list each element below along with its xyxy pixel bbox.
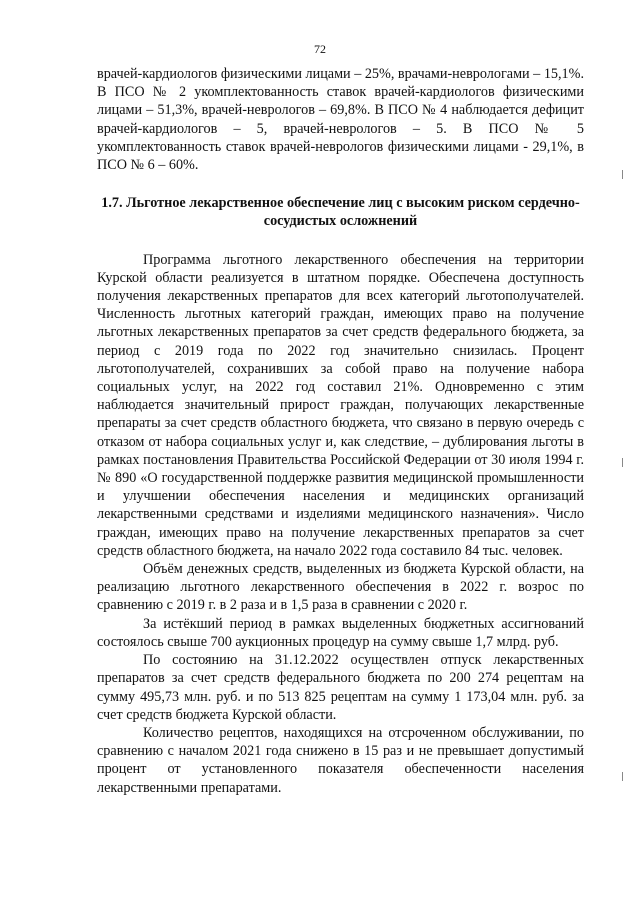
body-paragraph-1: Программа льготного лекарственного обеспечения на территории Курской области реализуется в штатном порядке. Обеспечена доступность получения лекарственных препаратов для всех категорий льготополучателей. Численность льготных категорий граждан, имеющих право на получение льготных лекарственных препаратов за счет средств федерального бюджета, за период с 2019 года по 2022 год значительно снизилась. Процент льготополучателей, сохранивших за собой право на получение набора социальных услуг, на 2022 год составил 21%. Одновременно с этим наблюдается значительный прирост граждан, получающих лекарственные препараты за счет средств областного бюджета, что связано в первую очередь с отказом от набора социальных услуг и, как следствие, – дублирования льготы в рамках постановления Правительства Российской Федерации от 30 июля 1994 г. № 890 «О государственной поддержке развития медицинской промышленности и улучшении обеспечения населения и медицинских организаций лекарственными средствами и изделиями медицинского назначения». Число граждан, имеющих право на получение лекарственных препаратов за счет средств областного бюджета, на начало 2022 года составило 84 тыс. человек. [97, 251, 584, 559]
scan-edge-mark [622, 458, 623, 467]
page-number: 72 [314, 42, 326, 56]
body-paragraph-2: Объём денежных средств, выделенных из бюджета Курской области, на реализацию льготного лекарственного обеспечения в 2022 г. возрос по сравнению с 2019 г. в 2 раза и в 1,5 раза в сравнении с 2020 г. [97, 561, 584, 614]
intro-paragraph: врачей-кардиологов физическими лицами – 25%, врачами-неврологами – 15,1%. В ПСО № 2 укомплектованность ставок врачей-кардиологов физическими лицами – 51,3%, врачей-неврологов – 69,8%. В ПСО № 4 наблюдается дефицит врачей-кардиологов – 5, врачей-неврологов – 5. В ПСО № 5 укомплектованность ставок врачей-неврологов физическими лицами - 29,1%, в ПСО № 6 – 60%. [97, 66, 585, 174]
scan-edge-mark [622, 170, 623, 179]
body-paragraph-3: За истёкший период в рамках выделенных бюджетных ассигнований состоялось свыше 700 аукционных процедур на сумму свыше 1,7 млрд. руб. [97, 615, 584, 650]
document-body [97, 65, 584, 797]
body-paragraph-4: По состоянию на 31.12.2022 осуществлен отпуск лекарственных препаратов за счет средств федерального бюджета по 200 274 рецептам на сумму 495,73 млн. руб. и по 513 825 рецептам на сумму 1 173,04 млн. руб. за счет средств бюджета Курской области. [97, 652, 584, 723]
body-paragraph-5: Количество рецептов, находящихся на отсроченном обслуживании, по сравнению с началом 2021 года снижено в 15 раз и не превышает допустимый процент от установленного показателя обеспеченности населения лекарственными препаратами. [97, 724, 584, 796]
scan-edge-mark [622, 772, 623, 781]
section-heading: 1.7. Льготное лекарственное обеспечение лиц с высоким риском сердечно-сосудистых осложнений [101, 195, 580, 230]
